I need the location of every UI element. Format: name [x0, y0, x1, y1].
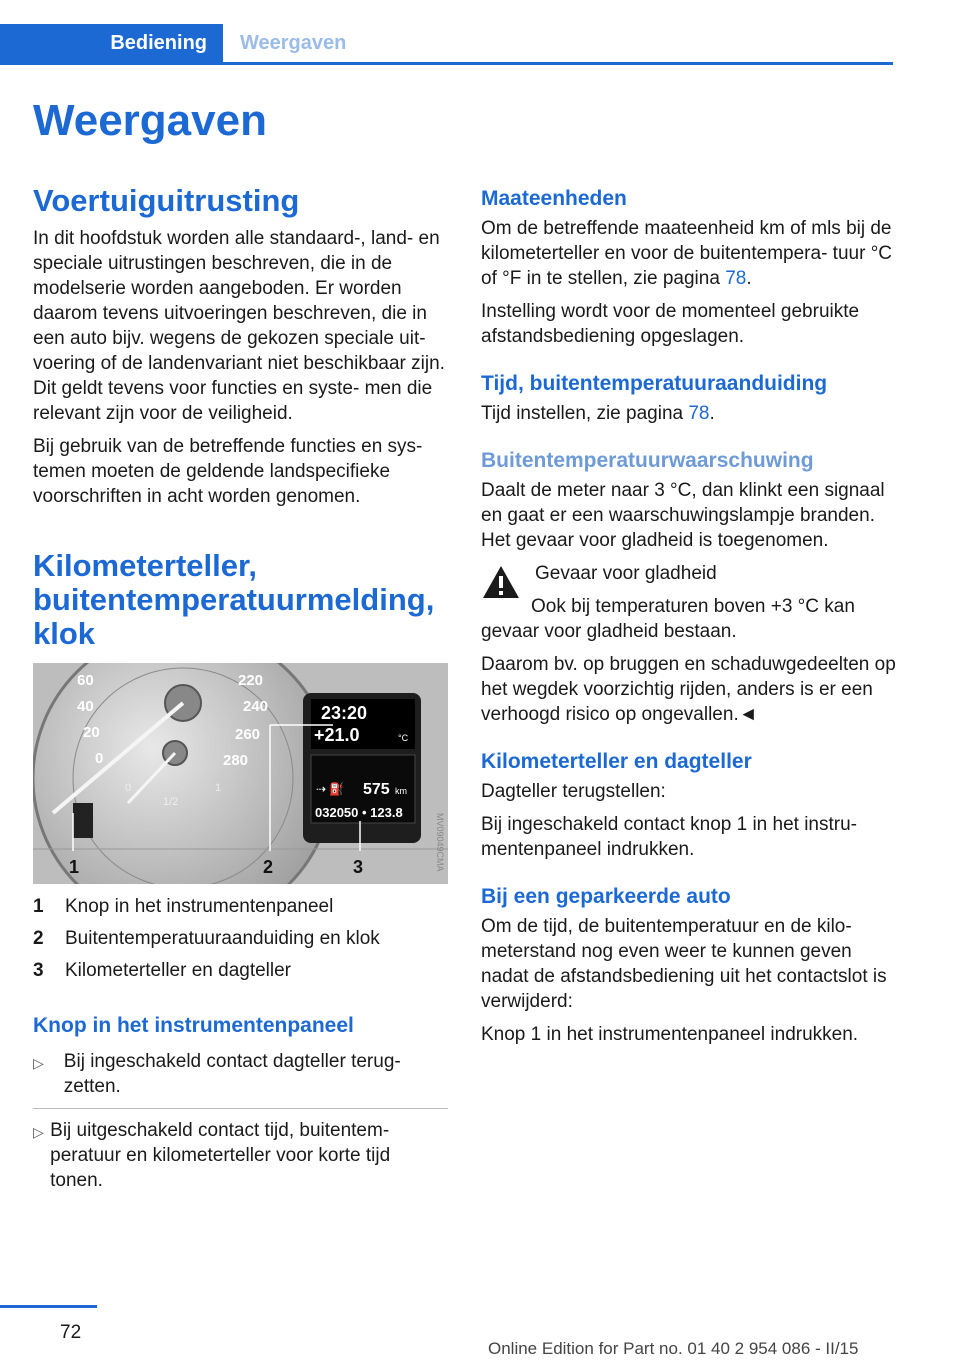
triangle-bullet-icon: ▷	[33, 1055, 44, 1071]
legend-number: 1	[33, 896, 44, 917]
speed-tick-label: 20	[83, 724, 100, 741]
figure-code: MV09049CMA	[435, 813, 445, 872]
legend-item	[33, 926, 448, 951]
paragraph: Instelling wordt voor de momenteel gebruikte afstandsbediening opgeslagen.	[481, 301, 860, 347]
range-unit: km	[395, 786, 407, 796]
fuel-tick-label: 1/2	[163, 796, 179, 808]
tab-weergaven[interactable]: Weergaven	[240, 32, 347, 54]
callout-1: 1	[69, 857, 80, 877]
page-link[interactable]: 78	[688, 403, 710, 424]
left-column	[33, 184, 448, 1211]
edition-footer: Online Edition for Part no. 01 40 2 954 086 - II/15	[488, 1339, 859, 1358]
fuel-tick-label: 1	[215, 782, 222, 794]
instrument-cluster-photo	[33, 663, 448, 884]
paragraph: Dagteller terugstellen:	[481, 781, 666, 802]
speed-tick-label: 40	[77, 698, 94, 715]
page-title: Weergaven	[33, 96, 267, 145]
triangle-bullet-icon: ▷	[33, 1124, 44, 1140]
section-heading-waarschuwing: Buitentemperatuurwaarschuwing	[481, 449, 814, 472]
speed-tick-label: 60	[77, 672, 94, 689]
paragraph: Bij ingeschakeld contact knop 1 in het instru- mentenpaneel indrukken.	[481, 814, 857, 860]
legend-item	[33, 958, 448, 983]
legend-number: 3	[33, 960, 44, 981]
section-heading-knop: Knop in het instrumentenpaneel	[33, 1014, 354, 1037]
rpm-tick-label: 220	[238, 672, 264, 689]
fuel-tick-label: 0	[125, 782, 132, 794]
page-number: 72	[60, 1322, 82, 1343]
range-display: 575	[363, 781, 390, 798]
instrument-cluster-illustration	[33, 663, 448, 884]
temperature-display: +21.0	[314, 725, 360, 745]
clock-display: 23:20	[321, 703, 368, 723]
legend-number: 2	[33, 928, 44, 949]
list-item-text: Bij uitgeschakeld contact tijd, buitentem- peratuur en kilometerteller voor korte tijd tonen.	[50, 1120, 391, 1191]
section-heading-maateenheden: Maateenheden	[481, 187, 627, 210]
list-item	[33, 1049, 448, 1109]
paragraph: Tijd instellen, zie pagina 78.	[481, 403, 715, 424]
paragraph: Om de tijd, de buitentemperatuur en de kilo- meterstand nog even weer te kunnen geven nadat de afstandsbediening uit het contactslot is verwijderd:	[481, 916, 887, 1012]
page-link[interactable]: 78	[725, 268, 747, 289]
figure-legend	[33, 894, 448, 983]
speed-tick-label: 0	[95, 750, 104, 767]
paragraph: Om de betreffende maateenheid km of mls bij de kilometerteller en voor de buitentempera- tuur °C of °F in te stellen, zie pagina 78.	[481, 218, 893, 289]
paragraph: Knop 1 in het instrumentenpaneel indrukken.	[481, 1024, 859, 1045]
footer-rule	[0, 1305, 97, 1308]
callout-2: 2	[263, 857, 274, 877]
caution-title: Gevaar voor gladheid	[535, 563, 717, 584]
section-heading-tijd: Tijd, buitentemperatuuraanduiding	[481, 372, 828, 395]
paragraph: Daalt de meter naar 3 °C, dan klinkt een signaal en gaat er een waarschuwingslampje branden. Het gevaar voor gladheid is toegenomen.	[481, 480, 885, 551]
rpm-tick-label: 240	[243, 698, 269, 715]
rpm-tick-label: 260	[235, 726, 261, 743]
legend-text: Knop in het instrumentenpaneel	[65, 896, 334, 917]
list-item-text: Bij ingeschakeld contact dagteller terug- zetten.	[63, 1051, 401, 1097]
section-heading-voertuiguitrusting: Voertuiguitrusting	[33, 183, 300, 218]
list-item	[33, 1118, 448, 1202]
legend-item	[33, 894, 448, 919]
bullet-list	[33, 1049, 448, 1202]
paragraph: Bij gebruik van de betreffende functies en sys- temen moeten de geldende landspecifieke voorschriften in acht worden genomen.	[33, 436, 423, 507]
section-heading-kilometerteller: Kilometerteller, buitentemperatuurmelding, klok	[33, 548, 435, 651]
callout-3: 3	[353, 857, 364, 877]
fuel-range-icon: ⇢ ⛽	[316, 782, 345, 796]
legend-text: Buitentemperatuuraanduiding en klok	[65, 928, 380, 949]
warning-triangle-icon	[481, 564, 521, 600]
rpm-tick-label: 280	[223, 752, 249, 769]
section-heading-geparkeerde-auto: Bij een geparkeerde auto	[481, 885, 731, 908]
tab-bediening[interactable]: Bediening	[0, 24, 223, 62]
paragraph: In dit hoofdstuk worden alle standaard-, land- en speciale uitrustingen beschreven, die in de modelserie worden aangeboden. Er worden daarom tevens uitvoeringen beschreven, die in een auto bijv. wegens de gekozen speciale uit- voering of de landenvariant niet beschikbaar zijn. Dit geldt tevens voor functies en syste- men die relevant zijn voor de veiligheid.	[33, 228, 445, 424]
header-tabbar	[0, 24, 893, 65]
paragraph: Daarom bv. op bruggen en schaduwgedeelten op het wegdek voorzichtig rijden, anders is er een verhoogd risico op ongevallen.◄	[481, 654, 896, 725]
right-column	[481, 186, 899, 1055]
caution-text: Ook bij temperaturen boven +3 °C kan gevaar voor gladheid bestaan.	[481, 596, 855, 642]
temperature-unit: °C	[398, 733, 409, 743]
odometer-display: 032050 • 123.8	[315, 805, 403, 820]
legend-text: Kilometerteller en dagteller	[65, 960, 292, 981]
section-heading-kilometerteller-dagteller: Kilometerteller en dagteller	[481, 750, 752, 773]
